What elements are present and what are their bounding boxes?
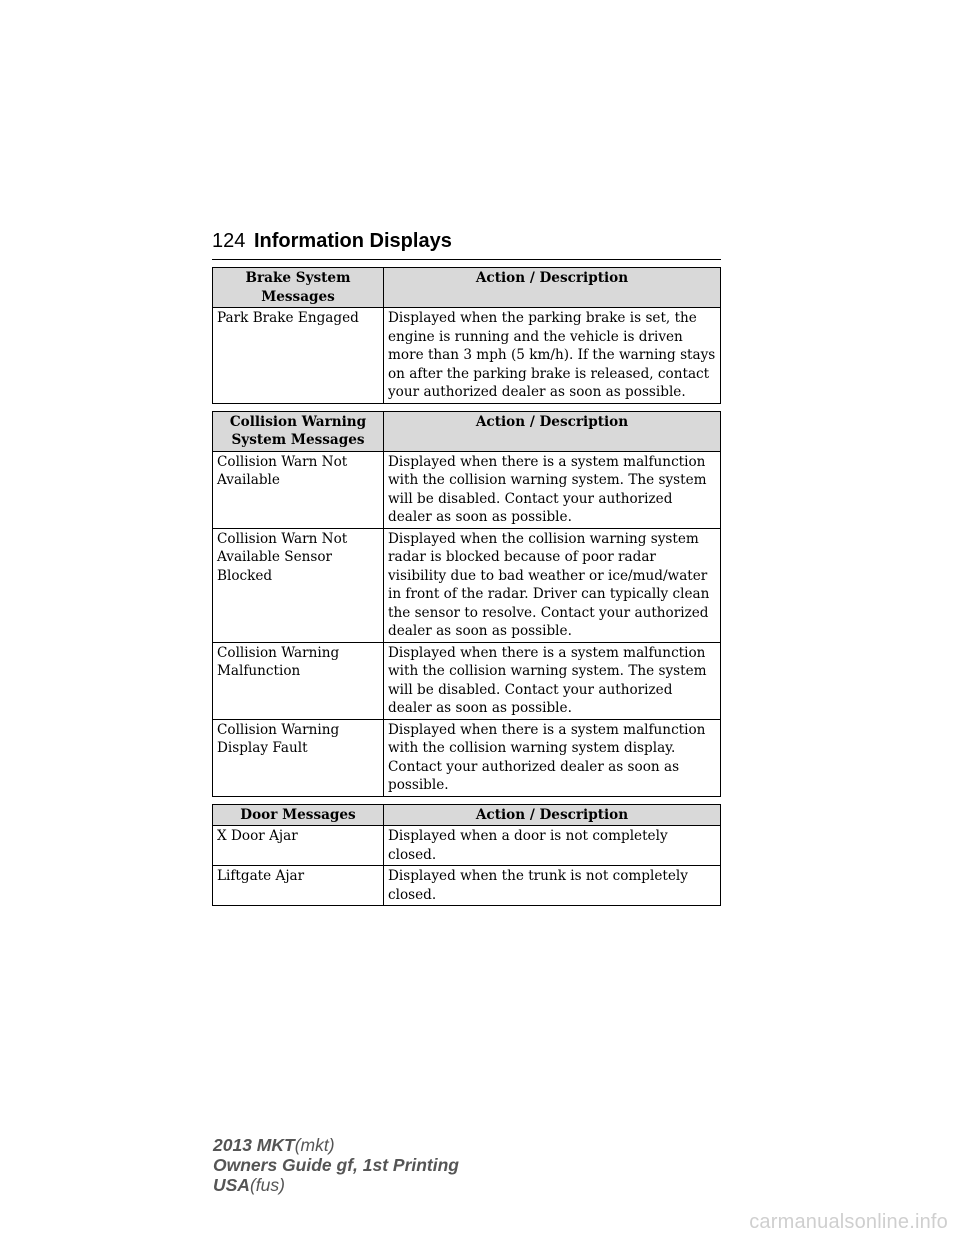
message-name: Collision Warn Not Available Sensor Blocked [213, 528, 384, 642]
page-title: Information Displays [254, 230, 452, 252]
table-row [213, 642, 721, 719]
message-description: Displayed when a door is not completely closed. [384, 826, 721, 866]
footer-line-1 [213, 1135, 459, 1155]
message-name: Collision Warning Malfunction [213, 642, 384, 719]
table-row [213, 719, 721, 796]
table-header-row [213, 804, 721, 826]
table-row [213, 826, 721, 866]
footer-market: USA [213, 1175, 250, 1195]
message-name: Collision Warn Not Available [213, 451, 384, 528]
footer-model: 2013 MKT [213, 1135, 295, 1155]
collision-warning-messages-table [212, 411, 721, 797]
footer-line-2: Owners Guide gf, 1st Printing [213, 1155, 459, 1175]
footer-model-code: (mkt) [294, 1135, 335, 1155]
table-row [213, 308, 721, 404]
table-row [213, 451, 721, 528]
message-name: Liftgate Ajar [213, 866, 384, 906]
message-description: Displayed when the trunk is not completely closed. [384, 866, 721, 906]
message-description: Displayed when the collision warning system radar is blocked because of poor radar visibility due to bad weather or ice/mud/water in front of the radar. Driver can typically clean the sensor to resolve. Contact your authorized dealer as soon as possible. [384, 528, 721, 642]
message-description: Displayed when there is a system malfunction with the collision warning system display. Contact your authorized dealer as soon as possible. [384, 719, 721, 796]
column-header-messages: Brake System Messages [213, 268, 384, 308]
table-header-row [213, 411, 721, 451]
message-name: Collision Warning Display Fault [213, 719, 384, 796]
page-header [212, 230, 721, 260]
column-header-action: Action / Description [384, 804, 721, 826]
column-header-messages: Door Messages [213, 804, 384, 826]
manual-page [212, 230, 721, 906]
message-name: Park Brake Engaged [213, 308, 384, 404]
table-row [213, 528, 721, 642]
message-description: Displayed when there is a system malfunction with the collision warning system. The system will be disabled. Contact your authorized dealer as soon as possible. [384, 451, 721, 528]
page-number: 124 [212, 230, 246, 252]
column-header-action: Action / Description [384, 268, 721, 308]
message-description: Displayed when the parking brake is set, the engine is running and the vehicle is driven more than 3 mph (5 km/h). If the warning stays on after the parking brake is released, contact your authorized dealer as soon as possible. [384, 308, 721, 404]
site-watermark: carmanualsonline.info [749, 1211, 948, 1233]
brake-messages-table [212, 267, 721, 404]
table-header-row [213, 268, 721, 308]
door-messages-table [212, 804, 721, 907]
footer-line-3 [213, 1175, 459, 1195]
message-description: Displayed when there is a system malfunction with the collision warning system. The system will be disabled. Contact your authorized dealer as soon as possible. [384, 642, 721, 719]
table-row [213, 866, 721, 906]
footer-market-code: (fus) [249, 1175, 285, 1195]
column-header-action: Action / Description [384, 411, 721, 451]
print-footer [213, 1135, 459, 1195]
message-name: X Door Ajar [213, 826, 384, 866]
column-header-messages: Collision Warning System Messages [213, 411, 384, 451]
